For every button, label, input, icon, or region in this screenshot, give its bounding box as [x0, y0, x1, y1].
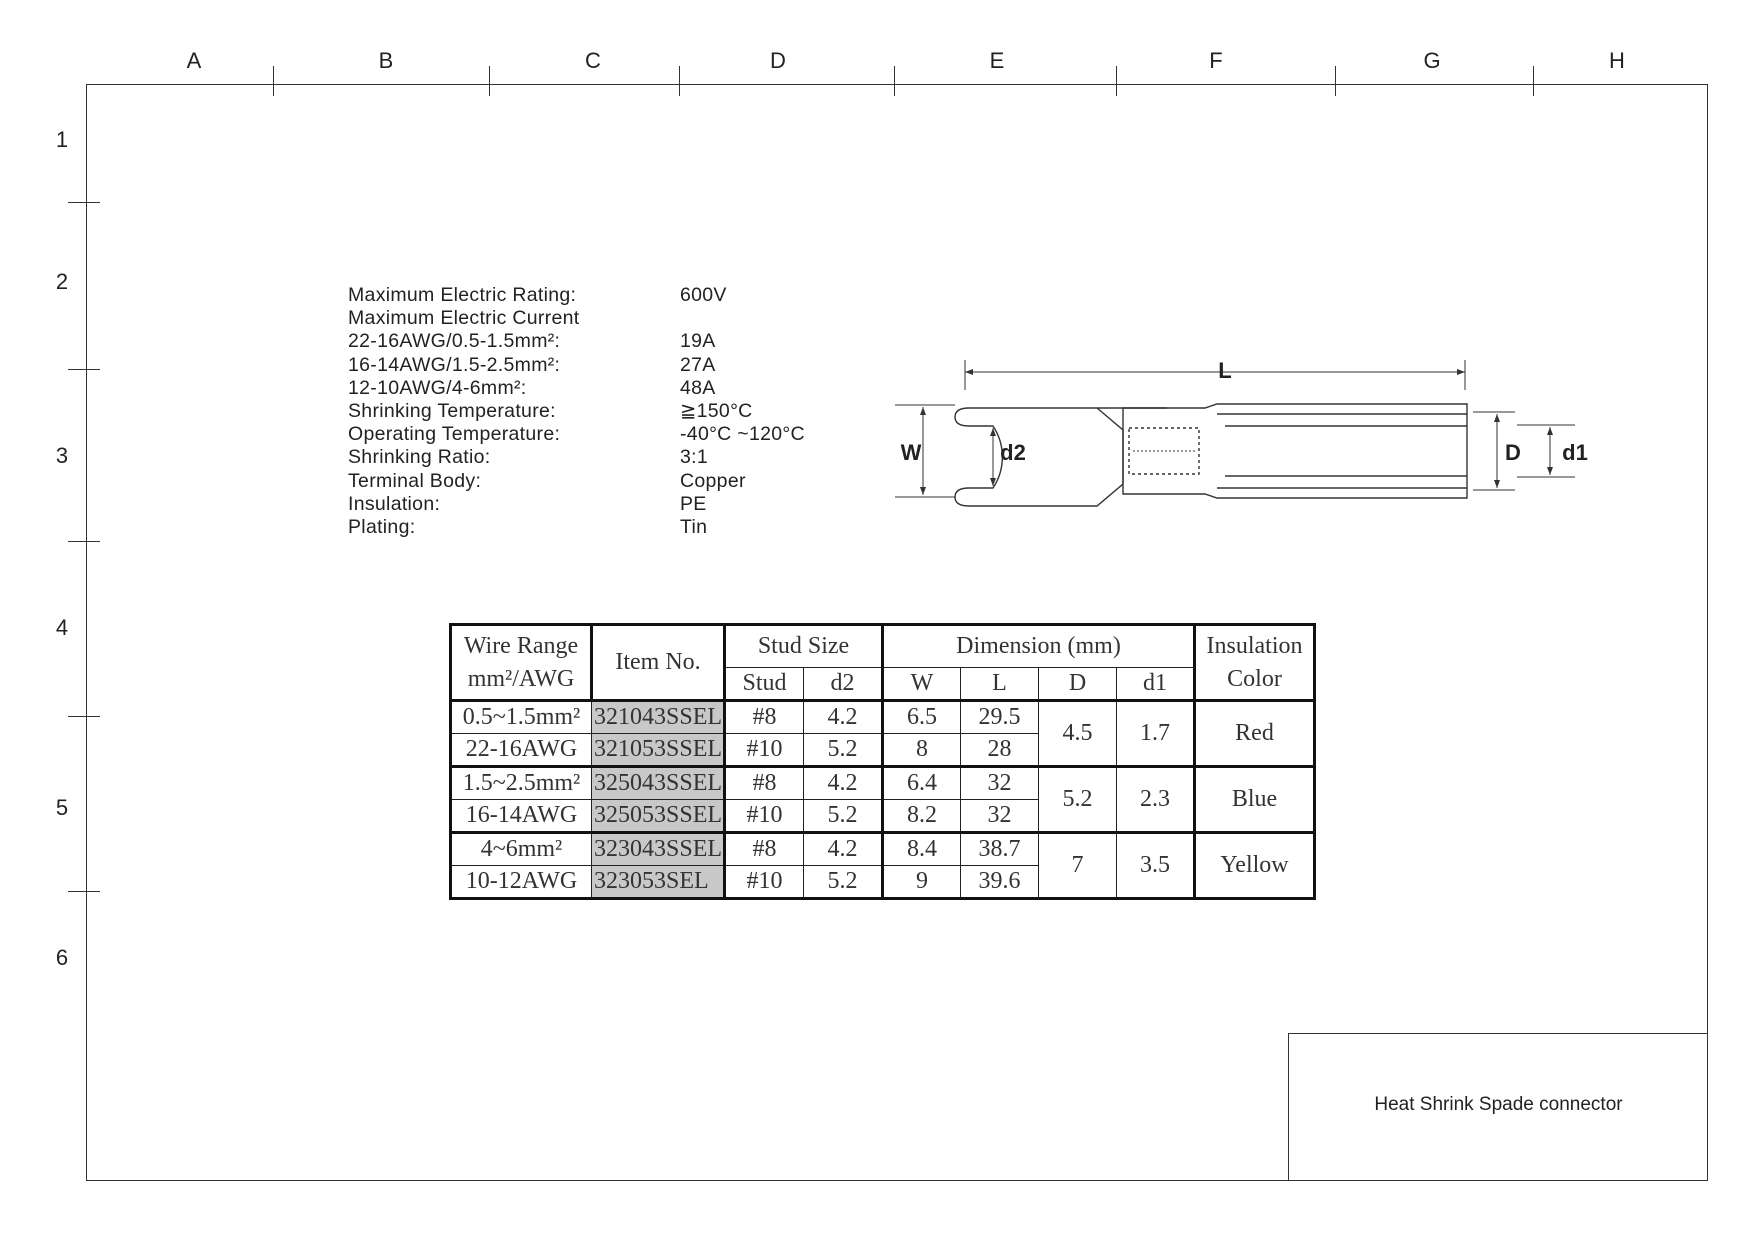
header-d2: d2	[804, 668, 883, 701]
zone-tick	[489, 66, 490, 96]
l-cell: 32	[961, 800, 1039, 833]
spec-value: Tin	[680, 515, 708, 538]
insulation-color-cell: Blue	[1195, 767, 1315, 833]
zone-column-label: A	[186, 48, 202, 73]
spec-label: Shrinking Ratio:	[348, 446, 491, 469]
header-wire-range	[451, 625, 592, 701]
dimension-label-W: W	[900, 440, 922, 465]
w-cell: 6.4	[883, 767, 961, 800]
header-dimension: Dimension (mm)	[883, 625, 1195, 668]
dimension-label-d2: d2	[1000, 440, 1026, 465]
spec-value: 19A	[680, 330, 716, 353]
zone-row-label: 2	[55, 269, 69, 294]
spec-value: -40°C ~120°C	[680, 423, 805, 446]
spec-label: Operating Temperature:	[348, 423, 561, 446]
zone-column-label: H	[1609, 48, 1625, 73]
zone-tick	[68, 891, 100, 892]
item-no-cell: 321053SSEL	[592, 734, 725, 767]
zone-tick	[894, 66, 895, 96]
spec-value: 600V	[680, 284, 727, 306]
d2-cell: 4.2	[804, 701, 883, 734]
w-cell: 8.2	[883, 800, 961, 833]
table-row	[451, 701, 1315, 734]
header-d1: d1	[1117, 668, 1195, 701]
spec-label: Insulation:	[348, 492, 441, 515]
spec-value: PE	[680, 492, 707, 515]
spec-value: Copper	[680, 469, 746, 492]
spec-row	[348, 377, 805, 400]
zone-column-label: G	[1423, 48, 1441, 73]
table-row	[451, 767, 1315, 800]
l-cell: 39.6	[961, 866, 1039, 899]
header-L: L	[961, 668, 1039, 701]
dimensions-table	[449, 623, 1316, 900]
header-insulation-line2: Color	[1227, 665, 1282, 692]
dimension-label-d1: d1	[1562, 440, 1588, 465]
zone-row-label: 3	[55, 443, 69, 468]
arrowhead	[1547, 467, 1553, 475]
header-wire-range-line2: mm²/AWG	[467, 665, 575, 692]
l-cell: 32	[961, 767, 1039, 800]
barrel-hidden-outline	[1129, 428, 1199, 474]
header-insulation-color	[1195, 625, 1315, 701]
stud-cell: #8	[725, 767, 804, 800]
zone-column-label: F	[1209, 48, 1223, 73]
spec-value: 48A	[680, 376, 716, 399]
stud-cell: #8	[725, 833, 804, 866]
item-no-cell: 321043SSEL	[592, 701, 725, 734]
arrowhead	[1494, 480, 1500, 488]
spade-fork-outline	[955, 408, 1167, 506]
spec-value: 3:1	[680, 446, 709, 469]
arrowhead	[920, 487, 926, 495]
zone-row-label: 1	[55, 127, 69, 152]
stud-cell: #10	[725, 866, 804, 899]
header-insulation-line1: Insulation	[1206, 632, 1303, 659]
header-stud-size: Stud Size	[725, 625, 883, 668]
zone-column-label: E	[989, 48, 1005, 73]
spec-label: 12-10AWG/4-6mm²:	[348, 376, 527, 399]
zone-row-label: 5	[55, 795, 69, 820]
wire-range-cell: 0.5~1.5mm²	[451, 701, 592, 734]
spec-label: Maximum Electric Rating:	[348, 284, 577, 306]
wire-range-cell: 10-12AWG	[451, 866, 592, 899]
title-block	[1288, 1033, 1708, 1181]
l-cell: 38.7	[961, 833, 1039, 866]
header-D: D	[1039, 668, 1117, 701]
zone-row-label: 4	[55, 615, 69, 640]
spec-row	[348, 354, 805, 377]
zone-tick	[1335, 66, 1336, 96]
wire-range-cell: 4~6mm²	[451, 833, 592, 866]
w-cell: 8.4	[883, 833, 961, 866]
arrowhead	[1547, 427, 1553, 435]
stud-cell: #10	[725, 800, 804, 833]
d2-cell: 4.2	[804, 767, 883, 800]
spec-row	[348, 446, 805, 469]
zone-tick	[273, 66, 274, 96]
d2-cell: 5.2	[804, 734, 883, 767]
spec-label: Maximum Electric Current	[348, 307, 580, 330]
wire-range-cell: 22-16AWG	[451, 734, 592, 767]
zone-column-label: C	[585, 48, 601, 73]
spec-row	[348, 493, 805, 516]
spec-row	[348, 307, 805, 330]
spec-value: 27A	[680, 353, 716, 376]
item-no-cell: 323053SEL	[592, 866, 725, 899]
spec-label: 16-14AWG/1.5-2.5mm²:	[348, 353, 561, 376]
zone-row-label: 6	[55, 945, 69, 970]
arrowhead	[965, 369, 973, 375]
w-cell: 6.5	[883, 701, 961, 734]
spade-connector-drawing	[895, 350, 1605, 510]
d2-cell: 5.2	[804, 866, 883, 899]
arrowhead	[1457, 369, 1465, 375]
spec-label: Shrinking Temperature:	[348, 399, 556, 422]
header-wire-range-line1: Wire Range	[463, 632, 579, 659]
spec-row	[348, 284, 805, 307]
wire-range-cell: 16-14AWG	[451, 800, 592, 833]
zone-tick	[679, 66, 680, 96]
d1-cell: 2.3	[1117, 767, 1195, 833]
l-cell: 28	[961, 734, 1039, 767]
spec-row	[348, 423, 805, 446]
zone-tick	[68, 716, 100, 717]
spec-row	[348, 400, 805, 423]
zone-tick	[1533, 66, 1534, 96]
zone-tick	[68, 369, 100, 370]
spec-label: 22-16AWG/0.5-1.5mm²:	[348, 330, 561, 353]
w-cell: 9	[883, 866, 961, 899]
dimension-label-L: L	[1218, 357, 1232, 383]
dimension-label-D: D	[1505, 440, 1521, 465]
arrowhead	[920, 407, 926, 415]
spec-row	[348, 516, 805, 539]
d1-cell: 1.7	[1117, 701, 1195, 767]
stud-cell: #10	[725, 734, 804, 767]
zone-tick	[68, 202, 100, 203]
spec-value: ≧150°C	[680, 399, 753, 422]
stud-cell: #8	[725, 701, 804, 734]
insulation-color-cell: Yellow	[1195, 833, 1315, 899]
d-cell: 5.2	[1039, 767, 1117, 833]
w-cell: 8	[883, 734, 961, 767]
zone-column-label: B	[378, 48, 394, 73]
wire-range-cell: 1.5~2.5mm²	[451, 767, 592, 800]
zone-column-label: D	[770, 48, 786, 73]
d1-cell: 3.5	[1117, 833, 1195, 899]
spec-row	[348, 330, 805, 353]
item-no-cell: 325043SSEL	[592, 767, 725, 800]
zone-tick	[68, 541, 100, 542]
table-row	[451, 833, 1315, 866]
d2-cell: 5.2	[804, 800, 883, 833]
d2-cell: 4.2	[804, 833, 883, 866]
item-no-cell: 325053SSEL	[592, 800, 725, 833]
d-cell: 7	[1039, 833, 1117, 899]
insulation-color-cell: Red	[1195, 701, 1315, 767]
arrowhead	[1494, 414, 1500, 422]
header-stud: Stud	[725, 668, 804, 701]
specifications-list	[348, 284, 805, 539]
spec-row	[348, 470, 805, 493]
d-cell: 4.5	[1039, 701, 1117, 767]
spec-label: Plating:	[348, 515, 416, 538]
drawing-title: Heat Shrink Spade connector	[1374, 1094, 1623, 1115]
zone-tick	[1116, 66, 1117, 96]
l-cell: 29.5	[961, 701, 1039, 734]
item-no-cell: 323043SSEL	[592, 833, 725, 866]
header-W: W	[883, 668, 961, 701]
spec-label: Terminal Body:	[348, 469, 482, 492]
header-item-no: Item No.	[592, 625, 725, 701]
